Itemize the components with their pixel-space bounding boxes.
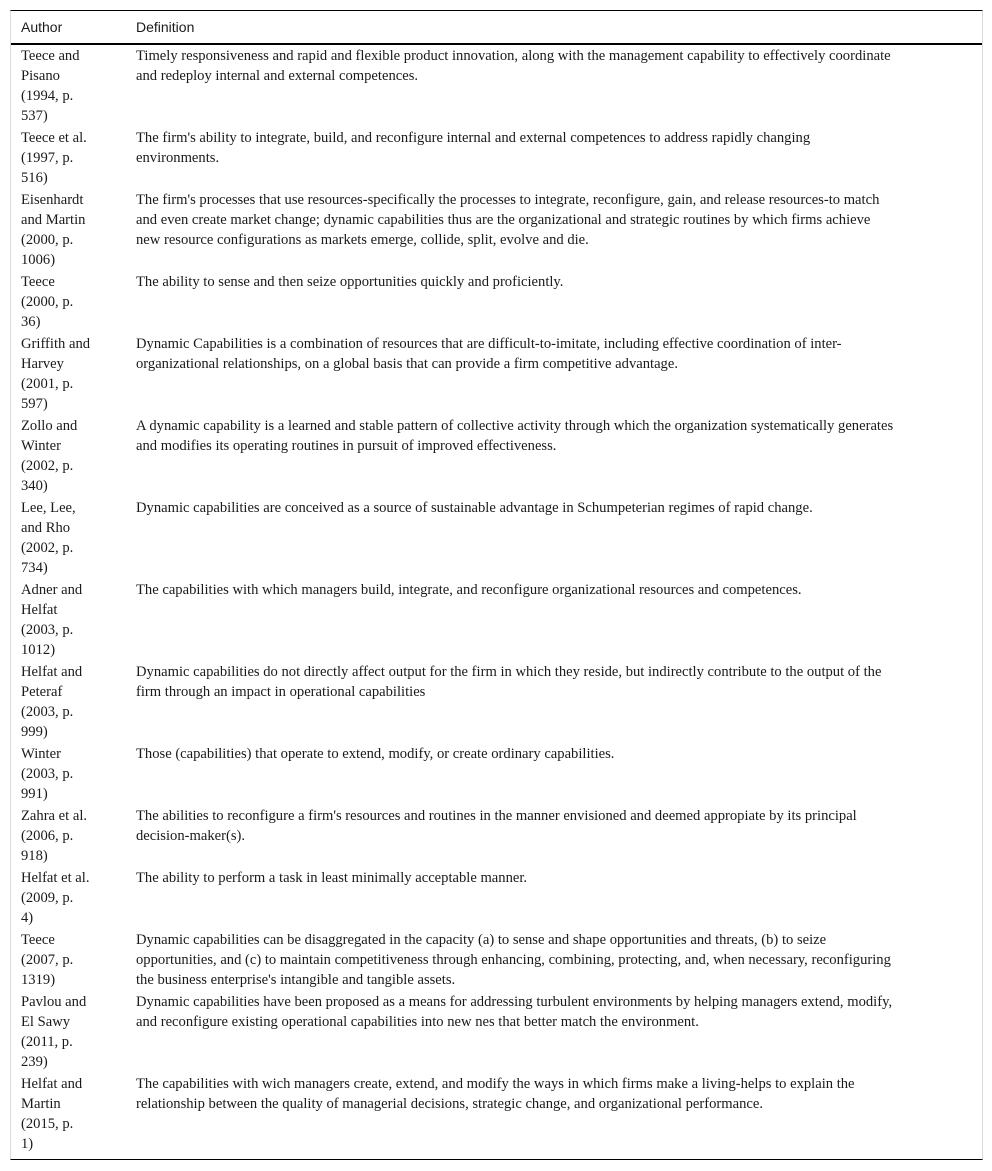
table-row — [11, 867, 982, 929]
author-cell — [11, 743, 125, 805]
author-line: Lee, Lee, — [21, 500, 76, 516]
definition-line: Dynamic Capabilities is a combination of resources that are difficult-to-imitate, including effective coordination of inter- — [136, 336, 842, 352]
author-line: 1319) — [21, 972, 56, 988]
author-line: Pisano — [21, 68, 60, 84]
author-line: Helfat and — [21, 1076, 83, 1092]
definition-line: The abilities to reconfigure a firm's resources and routines in the manner envisioned and deemed appropiate by its principal — [136, 808, 857, 824]
author-line: 516) — [21, 170, 48, 186]
definition-line: and even create market change; dynamic capabilities thus are the organizational and strategic routines by which firms achieve — [136, 212, 871, 228]
definition-line: and modifies its operating routines in pursuit of improved effectiveness. — [136, 438, 557, 454]
definition-line: firm through an impact in operational capabilities — [136, 684, 426, 700]
author-line: and Rho — [21, 520, 71, 536]
author-line: Zollo and — [21, 418, 78, 434]
table-row — [11, 415, 982, 497]
author-cell — [11, 415, 125, 497]
author-line: Griffith and — [21, 336, 91, 352]
author-line: Harvey — [21, 356, 64, 372]
author-cell — [11, 333, 125, 415]
author-line: 1) — [21, 1136, 34, 1152]
author-line: (1994, p. — [21, 88, 74, 104]
definition-line: Dynamic capabilities are conceived as a source of sustainable advantage in Schumpeterian regimes of rapid change. — [136, 500, 813, 516]
author-line: 1006) — [21, 252, 56, 268]
author-line: Teece — [21, 932, 55, 948]
author-line: (2006, p. — [21, 828, 74, 844]
definitions-table-container — [10, 10, 983, 1160]
table-header-row — [11, 11, 982, 44]
author-line: 999) — [21, 724, 48, 740]
definition-line: relationship between the quality of managerial decisions, strategic change, and organizational performance. — [136, 1096, 764, 1112]
table-row — [11, 333, 982, 415]
author-line: (2003, p. — [21, 766, 74, 782]
definition-cell — [125, 189, 982, 271]
definition-line: A dynamic capability is a learned and stable pattern of collective activity through which the organization systematically generates — [136, 418, 894, 434]
author-line: Winter — [21, 746, 61, 762]
author-line: Teece and — [21, 48, 80, 64]
definition-cell — [125, 579, 982, 661]
author-line: and Martin — [21, 212, 86, 228]
definition-cell — [125, 929, 982, 991]
definition-cell — [125, 415, 982, 497]
author-line: (2001, p. — [21, 376, 74, 392]
definition-line: environments. — [136, 150, 220, 166]
author-line: (2002, p. — [21, 540, 74, 556]
definition-line: The capabilities with which managers build, integrate, and reconfigure organizational resources and competences. — [136, 582, 802, 598]
definition-cell — [125, 743, 982, 805]
author-line: (2015, p. — [21, 1116, 74, 1132]
author-line: (2000, p. — [21, 294, 74, 310]
definition-cell — [125, 271, 982, 333]
author-cell — [11, 929, 125, 991]
definition-cell — [125, 127, 982, 189]
definition-line: and redeploy internal and external competences. — [136, 68, 419, 84]
author-line: Helfat — [21, 602, 58, 618]
author-line: (2002, p. — [21, 458, 74, 474]
table-row — [11, 661, 982, 743]
definition-line: Dynamic capabilities can be disaggregated in the capacity (a) to sense and shape opportunities and threats, (b) to seize — [136, 932, 827, 948]
author-cell — [11, 991, 125, 1073]
author-line: 597) — [21, 396, 48, 412]
author-line: Helfat et al. — [21, 870, 90, 886]
definition-cell — [125, 44, 982, 127]
author-line: 1012) — [21, 642, 56, 658]
author-line: Peteraf — [21, 684, 63, 700]
definitions-table — [11, 11, 982, 1159]
table-row — [11, 805, 982, 867]
author-line: (2009, p. — [21, 890, 74, 906]
author-line: (2011, p. — [21, 1034, 73, 1050]
author-cell — [11, 1073, 125, 1159]
definition-cell — [125, 991, 982, 1073]
table-row — [11, 497, 982, 579]
definition-line: The ability to sense and then seize opportunities quickly and proficiently. — [136, 274, 564, 290]
definition-line: The firm's ability to integrate, build, and reconfigure internal and external competences to address rapidly changing — [136, 130, 811, 146]
definition-column-header: Definition — [125, 11, 982, 44]
table-row — [11, 1073, 982, 1159]
definition-line: organizational relationships, on a global basis that can provide a firm competitive advantage. — [136, 356, 678, 372]
definition-line: The firm's processes that use resources-specifically the processes to integrate, reconfigure, gain, and release resources-to match — [136, 192, 880, 208]
author-line: Martin — [21, 1096, 61, 1112]
author-cell — [11, 867, 125, 929]
definition-line: Dynamic capabilities have been proposed as a means for addressing turbulent environments by helping managers extend, modify, — [136, 994, 893, 1010]
author-column-header: Author — [11, 11, 125, 44]
definition-line: Timely responsiveness and rapid and flexible product innovation, along with the management capability to effectively coordinate — [136, 48, 891, 64]
author-cell — [11, 661, 125, 743]
author-cell — [11, 497, 125, 579]
definition-line: Dynamic capabilities do not directly affect output for the firm in which they reside, but indirectly contribute to the output of the — [136, 664, 882, 680]
definition-cell — [125, 333, 982, 415]
author-line: (2007, p. — [21, 952, 74, 968]
definition-cell — [125, 497, 982, 579]
author-line: El Sawy — [21, 1014, 71, 1030]
definition-line: the business enterprise's intangible and tangible assets. — [136, 972, 456, 988]
definition-line: new resource configurations as markets emerge, collide, split, evolve and die. — [136, 232, 589, 248]
author-line: Helfat and — [21, 664, 83, 680]
author-line: 340) — [21, 478, 48, 494]
author-cell — [11, 271, 125, 333]
author-line: 4) — [21, 910, 34, 926]
definition-line: Those (capabilities) that operate to extend, modify, or create ordinary capabilities. — [136, 746, 615, 762]
author-line: Adner and — [21, 582, 83, 598]
definition-line: decision-maker(s). — [136, 828, 246, 844]
definition-line: opportunities, and (c) to maintain competitiveness through enhancing, combining, protecting, and, when necessary, reconfiguring — [136, 952, 891, 968]
definition-cell — [125, 661, 982, 743]
author-line: 239) — [21, 1054, 48, 1070]
author-line: 918) — [21, 848, 48, 864]
table-row — [11, 271, 982, 333]
author-line: Winter — [21, 438, 61, 454]
author-line: 991) — [21, 786, 48, 802]
author-line: Teece et al. — [21, 130, 87, 146]
definition-line: and reconfigure existing operational capabilities into new nes that better match the environment. — [136, 1014, 699, 1030]
table-row — [11, 991, 982, 1073]
author-line: (1997, p. — [21, 150, 74, 166]
table-row — [11, 929, 982, 991]
table-row — [11, 579, 982, 661]
author-line: Pavlou and — [21, 994, 87, 1010]
definition-line: The ability to perform a task in least minimally acceptable manner. — [136, 870, 528, 886]
author-line: 537) — [21, 108, 48, 124]
author-cell — [11, 805, 125, 867]
definition-line: The capabilities with wich managers create, extend, and modify the ways in which firms make a living-helps to explain the — [136, 1076, 855, 1092]
author-line: (2003, p. — [21, 704, 74, 720]
table-row — [11, 44, 982, 127]
author-cell — [11, 189, 125, 271]
author-line: (2000, p. — [21, 232, 74, 248]
author-line: Zahra et al. — [21, 808, 88, 824]
definition-cell — [125, 805, 982, 867]
author-line: Eisenhardt — [21, 192, 84, 208]
author-line: (2003, p. — [21, 622, 74, 638]
author-line: 36) — [21, 314, 41, 330]
definition-cell — [125, 867, 982, 929]
author-cell — [11, 127, 125, 189]
author-cell — [11, 579, 125, 661]
table-body — [11, 44, 982, 1159]
author-line: Teece — [21, 274, 55, 290]
table-row — [11, 189, 982, 271]
table-row — [11, 743, 982, 805]
definition-cell — [125, 1073, 982, 1159]
table-row — [11, 127, 982, 189]
author-cell — [11, 44, 125, 127]
author-line: 734) — [21, 560, 48, 576]
